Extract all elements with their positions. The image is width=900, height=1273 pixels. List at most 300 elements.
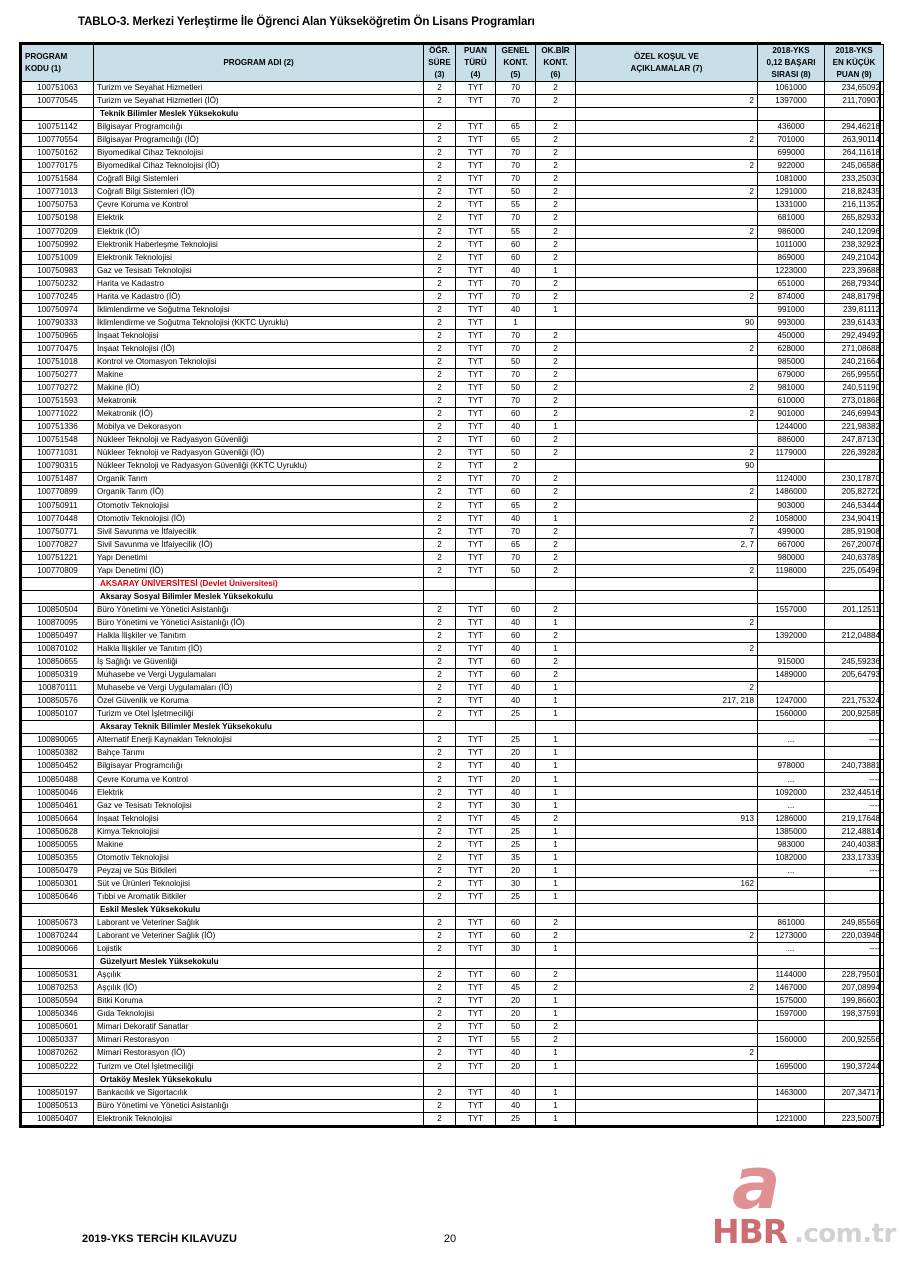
program-duration: 2 <box>424 629 456 642</box>
special-conditions <box>576 629 758 642</box>
success-rank <box>758 682 825 695</box>
success-rank: 1061000 <box>758 82 825 95</box>
special-conditions <box>576 147 758 160</box>
program-code: 100870253 <box>22 982 94 995</box>
table-cell-ozel <box>576 590 758 603</box>
general-quota: 25 <box>496 734 536 747</box>
special-conditions <box>576 499 758 512</box>
program-code: 100850655 <box>22 656 94 669</box>
program-duration: 2 <box>424 525 456 538</box>
special-conditions: 217, 218 <box>576 695 758 708</box>
minimum-score: 212,48814 <box>825 825 884 838</box>
success-rank: 901000 <box>758 408 825 421</box>
table-row <box>22 917 884 930</box>
special-conditions: 2 <box>576 134 758 147</box>
school-first-quota: 1 <box>536 943 576 956</box>
school-first-quota: 2 <box>536 499 576 512</box>
program-duration: 2 <box>424 121 456 134</box>
score-type: TYT <box>456 1008 496 1021</box>
general-quota: 50 <box>496 447 536 460</box>
header-line: (6) <box>550 70 561 79</box>
program-name: Mobilya ve Dekorasyon <box>94 421 424 434</box>
program-name: Tıbbi ve Aromatik Bitkiler <box>94 890 424 903</box>
special-conditions: 913 <box>576 812 758 825</box>
minimum-score: 226,39282 <box>825 447 884 460</box>
program-name: Aşçılık (İÖ) <box>94 982 424 995</box>
school-first-quota: 2 <box>536 408 576 421</box>
table-row <box>22 969 884 982</box>
success-rank: 991000 <box>758 303 825 316</box>
general-quota: 55 <box>496 1034 536 1047</box>
general-quota: 60 <box>496 930 536 943</box>
special-conditions <box>576 421 758 434</box>
success-rank: 436000 <box>758 121 825 134</box>
program-name: Laborant ve Veteriner Sağlık (İÖ) <box>94 930 424 943</box>
success-rank: ... <box>758 943 825 956</box>
general-quota: 40 <box>496 760 536 773</box>
program-code: 100850346 <box>22 1008 94 1021</box>
table-row <box>22 395 884 408</box>
school-first-quota: 1 <box>536 747 576 760</box>
school-first-quota: 2 <box>536 225 576 238</box>
special-conditions <box>576 473 758 486</box>
success-rank <box>758 1047 825 1060</box>
minimum-score: ---- <box>825 773 884 786</box>
program-name: İklimlendirme ve Soğutma Teknolojisi <box>94 303 424 316</box>
program-duration: 2 <box>424 355 456 368</box>
column-header-ozel-kosul <box>576 45 758 82</box>
minimum-score: 240,73881 <box>825 760 884 773</box>
minimum-score: 292,49492 <box>825 329 884 342</box>
general-quota: 60 <box>496 251 536 264</box>
table-cell-puan <box>456 903 496 916</box>
school-first-quota: 2 <box>536 917 576 930</box>
special-conditions: 2 <box>576 512 758 525</box>
school-first-quota: 1 <box>536 616 576 629</box>
program-code: 100850197 <box>22 1086 94 1099</box>
special-conditions: 2 <box>576 95 758 108</box>
program-name: Bankacılık ve Sigortacılık <box>94 1086 424 1099</box>
success-rank: ... <box>758 799 825 812</box>
general-quota: 40 <box>496 1099 536 1112</box>
general-quota: 25 <box>496 838 536 851</box>
table-cell-ozel <box>576 577 758 590</box>
general-quota: 70 <box>496 82 536 95</box>
score-type: TYT <box>456 277 496 290</box>
program-code: 100850504 <box>22 603 94 616</box>
school-first-quota: 1 <box>536 799 576 812</box>
success-rank <box>758 747 825 760</box>
faculty-name: Teknik Bilimler Meslek Yüksekokulu <box>94 108 424 121</box>
special-conditions <box>576 264 758 277</box>
success-rank: 874000 <box>758 290 825 303</box>
table-cell-ozel <box>576 1073 758 1086</box>
program-name: Halkla İlişkiler ve Tanıtım <box>94 629 424 642</box>
school-first-quota: 2 <box>536 82 576 95</box>
general-quota: 50 <box>496 355 536 368</box>
score-type: TYT <box>456 512 496 525</box>
special-conditions <box>576 395 758 408</box>
minimum-score <box>825 1021 884 1034</box>
special-conditions <box>576 238 758 251</box>
program-code: 100751009 <box>22 251 94 264</box>
program-name: Çevre Koruma ve Kontrol <box>94 773 424 786</box>
program-code: 100770175 <box>22 160 94 173</box>
program-name: İnşaat Teknolojisi <box>94 812 424 825</box>
faculty-group-row <box>22 956 884 969</box>
program-name: Gaz ve Tesisatı Teknolojisi <box>94 264 424 277</box>
score-type: TYT <box>456 238 496 251</box>
minimum-score: 245,06586 <box>825 160 884 173</box>
school-first-quota: 2 <box>536 95 576 108</box>
school-first-quota <box>536 460 576 473</box>
special-conditions <box>576 1112 758 1125</box>
success-rank: 1011000 <box>758 238 825 251</box>
program-name: Kimya Teknolojisi <box>94 825 424 838</box>
table-row <box>22 695 884 708</box>
program-duration: 2 <box>424 1021 456 1034</box>
general-quota: 25 <box>496 825 536 838</box>
program-duration: 2 <box>424 473 456 486</box>
general-quota: 25 <box>496 890 536 903</box>
minimum-score <box>825 890 884 903</box>
table-cell-genel <box>496 577 536 590</box>
table-row <box>22 512 884 525</box>
general-quota: 65 <box>496 134 536 147</box>
faculty-group-row <box>22 903 884 916</box>
program-code: 100850222 <box>22 1060 94 1073</box>
program-duration: 2 <box>424 395 456 408</box>
faculty-group-row <box>22 1073 884 1086</box>
general-quota: 60 <box>496 917 536 930</box>
minimum-score: 239,81112 <box>825 303 884 316</box>
school-first-quota: 1 <box>536 864 576 877</box>
program-duration: 2 <box>424 616 456 629</box>
faculty-group-row <box>22 590 884 603</box>
watermark-brand: HBR <box>712 1212 788 1251</box>
watermark-logo-icon: a <box>732 1141 781 1225</box>
success-rank: 667000 <box>758 538 825 551</box>
program-name: Büro Yönetimi ve Yönetici Asistanlığı (İÖ) <box>94 616 424 629</box>
program-duration: 2 <box>424 603 456 616</box>
minimum-score <box>825 1099 884 1112</box>
success-rank: 986000 <box>758 225 825 238</box>
table-cell-kodu <box>22 1073 94 1086</box>
table-row <box>22 1047 884 1060</box>
minimum-score: 264,11618 <box>825 147 884 160</box>
minimum-score: 207,08994 <box>825 982 884 995</box>
program-name: Makine <box>94 369 424 382</box>
program-duration: 2 <box>424 799 456 812</box>
general-quota: 70 <box>496 277 536 290</box>
table-row <box>22 264 884 277</box>
table-cell-sira <box>758 956 825 969</box>
success-rank: 1489000 <box>758 669 825 682</box>
success-rank <box>758 616 825 629</box>
success-rank: 993000 <box>758 316 825 329</box>
program-name: Elektronik Haberleşme Teknolojisi <box>94 238 424 251</box>
program-code: 100870244 <box>22 930 94 943</box>
minimum-score: ---- <box>825 943 884 956</box>
program-name: Mimari Dekoratif Sanatlar <box>94 1021 424 1034</box>
table-row <box>22 656 884 669</box>
table-cell-okbir <box>536 903 576 916</box>
score-type: TYT <box>456 773 496 786</box>
minimum-score: 233,17339 <box>825 851 884 864</box>
table-cell-puan <box>456 956 496 969</box>
program-name: Mimari Restorasyon <box>94 1034 424 1047</box>
success-rank <box>758 1099 825 1112</box>
score-type: TYT <box>456 708 496 721</box>
minimum-score: 240,51190 <box>825 382 884 395</box>
table-row <box>22 877 884 890</box>
general-quota: 40 <box>496 1047 536 1060</box>
program-duration: 2 <box>424 1112 456 1125</box>
general-quota: 50 <box>496 186 536 199</box>
header-line: KONT. <box>503 58 528 67</box>
program-code: 100850497 <box>22 629 94 642</box>
program-duration: 2 <box>424 264 456 277</box>
program-code: 100850646 <box>22 890 94 903</box>
table-cell-minpuan <box>825 721 884 734</box>
general-quota: 30 <box>496 943 536 956</box>
table-row <box>22 329 884 342</box>
general-quota: 40 <box>496 616 536 629</box>
program-code: 100850488 <box>22 773 94 786</box>
program-code: 100850576 <box>22 695 94 708</box>
program-name: Özel Güvenlik ve Koruma <box>94 695 424 708</box>
general-quota: 60 <box>496 969 536 982</box>
general-quota: 20 <box>496 773 536 786</box>
school-first-quota: 1 <box>536 1008 576 1021</box>
success-rank: 1486000 <box>758 486 825 499</box>
general-quota: 70 <box>496 212 536 225</box>
table-cell-kodu <box>22 590 94 603</box>
program-code: 100770899 <box>22 486 94 499</box>
score-type: TYT <box>456 864 496 877</box>
general-quota: 50 <box>496 1021 536 1034</box>
special-conditions: 2 <box>576 564 758 577</box>
special-conditions: 2 <box>576 486 758 499</box>
school-first-quota: 1 <box>536 1099 576 1112</box>
table-cell-sure <box>424 108 456 121</box>
general-quota: 40 <box>496 786 536 799</box>
table-cell-sira <box>758 721 825 734</box>
program-duration: 2 <box>424 890 456 903</box>
general-quota: 40 <box>496 421 536 434</box>
table-row <box>22 199 884 212</box>
success-rank: 980000 <box>758 551 825 564</box>
school-first-quota: 1 <box>536 264 576 277</box>
table-cell-sure <box>424 721 456 734</box>
success-rank: 450000 <box>758 329 825 342</box>
table-cell-kodu <box>22 956 94 969</box>
score-type: TYT <box>456 486 496 499</box>
special-conditions <box>576 369 758 382</box>
table-header <box>22 45 884 82</box>
school-first-quota: 2 <box>536 121 576 134</box>
minimum-score: 216,11352 <box>825 199 884 212</box>
minimum-score: 239,61433 <box>825 316 884 329</box>
column-header-en-kucuk-puan <box>825 45 884 82</box>
column-header-basari-sirasi <box>758 45 825 82</box>
score-type: TYT <box>456 264 496 277</box>
table-cell-ozel <box>576 956 758 969</box>
special-conditions: 2 <box>576 290 758 303</box>
score-type: TYT <box>456 121 496 134</box>
program-code: 100750232 <box>22 277 94 290</box>
program-name: Makine <box>94 838 424 851</box>
minimum-score: 211,70907 <box>825 95 884 108</box>
program-name: Muhasebe ve Vergi Uygulamaları (İÖ) <box>94 682 424 695</box>
score-type: TYT <box>456 369 496 382</box>
program-duration: 2 <box>424 251 456 264</box>
table-cell-genel <box>496 721 536 734</box>
success-rank: 1221000 <box>758 1112 825 1125</box>
success-rank: 983000 <box>758 838 825 851</box>
general-quota: 70 <box>496 473 536 486</box>
program-name: Elektronik Teknolojisi <box>94 251 424 264</box>
table-row <box>22 786 884 799</box>
special-conditions: 2 <box>576 342 758 355</box>
school-first-quota: 1 <box>536 877 576 890</box>
minimum-score <box>825 1047 884 1060</box>
program-duration: 2 <box>424 930 456 943</box>
program-duration: 2 <box>424 682 456 695</box>
program-code: 100850594 <box>22 995 94 1008</box>
success-rank: 861000 <box>758 917 825 930</box>
program-name: İnşaat Teknolojisi (İÖ) <box>94 342 424 355</box>
school-first-quota: 2 <box>536 603 576 616</box>
school-first-quota: 2 <box>536 486 576 499</box>
university-row <box>22 577 884 590</box>
score-type: TYT <box>456 82 496 95</box>
score-type: TYT <box>456 1047 496 1060</box>
program-code: 100790315 <box>22 460 94 473</box>
minimum-score: 285,91908 <box>825 525 884 538</box>
program-code: 100750771 <box>22 525 94 538</box>
table-row <box>22 238 884 251</box>
special-conditions <box>576 121 758 134</box>
program-code: 100770475 <box>22 342 94 355</box>
score-type: TYT <box>456 342 496 355</box>
school-first-quota: 2 <box>536 1021 576 1034</box>
table-row <box>22 708 884 721</box>
score-type: TYT <box>456 917 496 930</box>
school-first-quota: 1 <box>536 303 576 316</box>
school-first-quota: 2 <box>536 969 576 982</box>
success-rank: 1557000 <box>758 603 825 616</box>
success-rank: 1082000 <box>758 851 825 864</box>
program-duration: 2 <box>424 1060 456 1073</box>
general-quota: 25 <box>496 1112 536 1125</box>
program-duration: 2 <box>424 486 456 499</box>
program-code: 100770809 <box>22 564 94 577</box>
general-quota: 70 <box>496 551 536 564</box>
table-row <box>22 825 884 838</box>
score-type: TYT <box>456 408 496 421</box>
special-conditions: 2 <box>576 616 758 629</box>
score-type: TYT <box>456 1086 496 1099</box>
success-rank: 985000 <box>758 355 825 368</box>
faculty-group-row <box>22 721 884 734</box>
header-line: PROGRAM ADI (2) <box>223 58 294 67</box>
school-first-quota: 2 <box>536 395 576 408</box>
general-quota: 70 <box>496 173 536 186</box>
score-type: TYT <box>456 173 496 186</box>
program-name: Harita ve Kadastro (İÖ) <box>94 290 424 303</box>
header-line: EN KÜÇÜK <box>832 58 876 67</box>
header-line: KONT. <box>543 58 568 67</box>
score-type: TYT <box>456 747 496 760</box>
score-type: TYT <box>456 1099 496 1112</box>
minimum-score: 223,50075 <box>825 1112 884 1125</box>
program-duration: 2 <box>424 877 456 890</box>
general-quota: 65 <box>496 538 536 551</box>
school-first-quota: 2 <box>536 656 576 669</box>
general-quota: 45 <box>496 982 536 995</box>
score-type: TYT <box>456 525 496 538</box>
table-row <box>22 460 884 473</box>
school-first-quota: 2 <box>536 238 576 251</box>
success-rank: 1463000 <box>758 1086 825 1099</box>
column-header-ogr-sure <box>424 45 456 82</box>
score-type: TYT <box>456 1034 496 1047</box>
general-quota: 20 <box>496 747 536 760</box>
table-row <box>22 147 884 160</box>
score-type: TYT <box>456 303 496 316</box>
general-quota: 50 <box>496 382 536 395</box>
success-rank: 699000 <box>758 147 825 160</box>
special-conditions <box>576 434 758 447</box>
school-first-quota: 2 <box>536 538 576 551</box>
program-name: Makine (İÖ) <box>94 382 424 395</box>
header-line: (3) <box>434 70 445 79</box>
success-rank: 1291000 <box>758 186 825 199</box>
program-code: 100771031 <box>22 447 94 460</box>
success-rank: 610000 <box>758 395 825 408</box>
school-first-quota: 1 <box>536 1112 576 1125</box>
score-type: TYT <box>456 551 496 564</box>
table-row <box>22 303 884 316</box>
program-duration: 2 <box>424 812 456 825</box>
special-conditions <box>576 1021 758 1034</box>
table-row <box>22 499 884 512</box>
table-row <box>22 629 884 642</box>
minimum-score <box>825 747 884 760</box>
score-type: TYT <box>456 656 496 669</box>
special-conditions <box>576 603 758 616</box>
table-cell-sira <box>758 1073 825 1086</box>
table-row <box>22 760 884 773</box>
program-name: Bilgisayar Programcılığı <box>94 760 424 773</box>
table-row <box>22 930 884 943</box>
table-row <box>22 747 884 760</box>
program-name: Nükleer Teknoloji ve Radyasyon Güvenliği (İÖ) <box>94 447 424 460</box>
program-duration: 2 <box>424 982 456 995</box>
school-first-quota: 2 <box>536 447 576 460</box>
table-row <box>22 943 884 956</box>
success-rank <box>758 1021 825 1034</box>
program-duration: 2 <box>424 434 456 447</box>
column-header-program-adi <box>94 45 424 82</box>
footer-page-number: 20 <box>443 1233 457 1245</box>
program-code: 100770245 <box>22 290 94 303</box>
program-code: 100850479 <box>22 864 94 877</box>
program-duration: 2 <box>424 734 456 747</box>
score-type: TYT <box>456 564 496 577</box>
program-duration: 2 <box>424 538 456 551</box>
